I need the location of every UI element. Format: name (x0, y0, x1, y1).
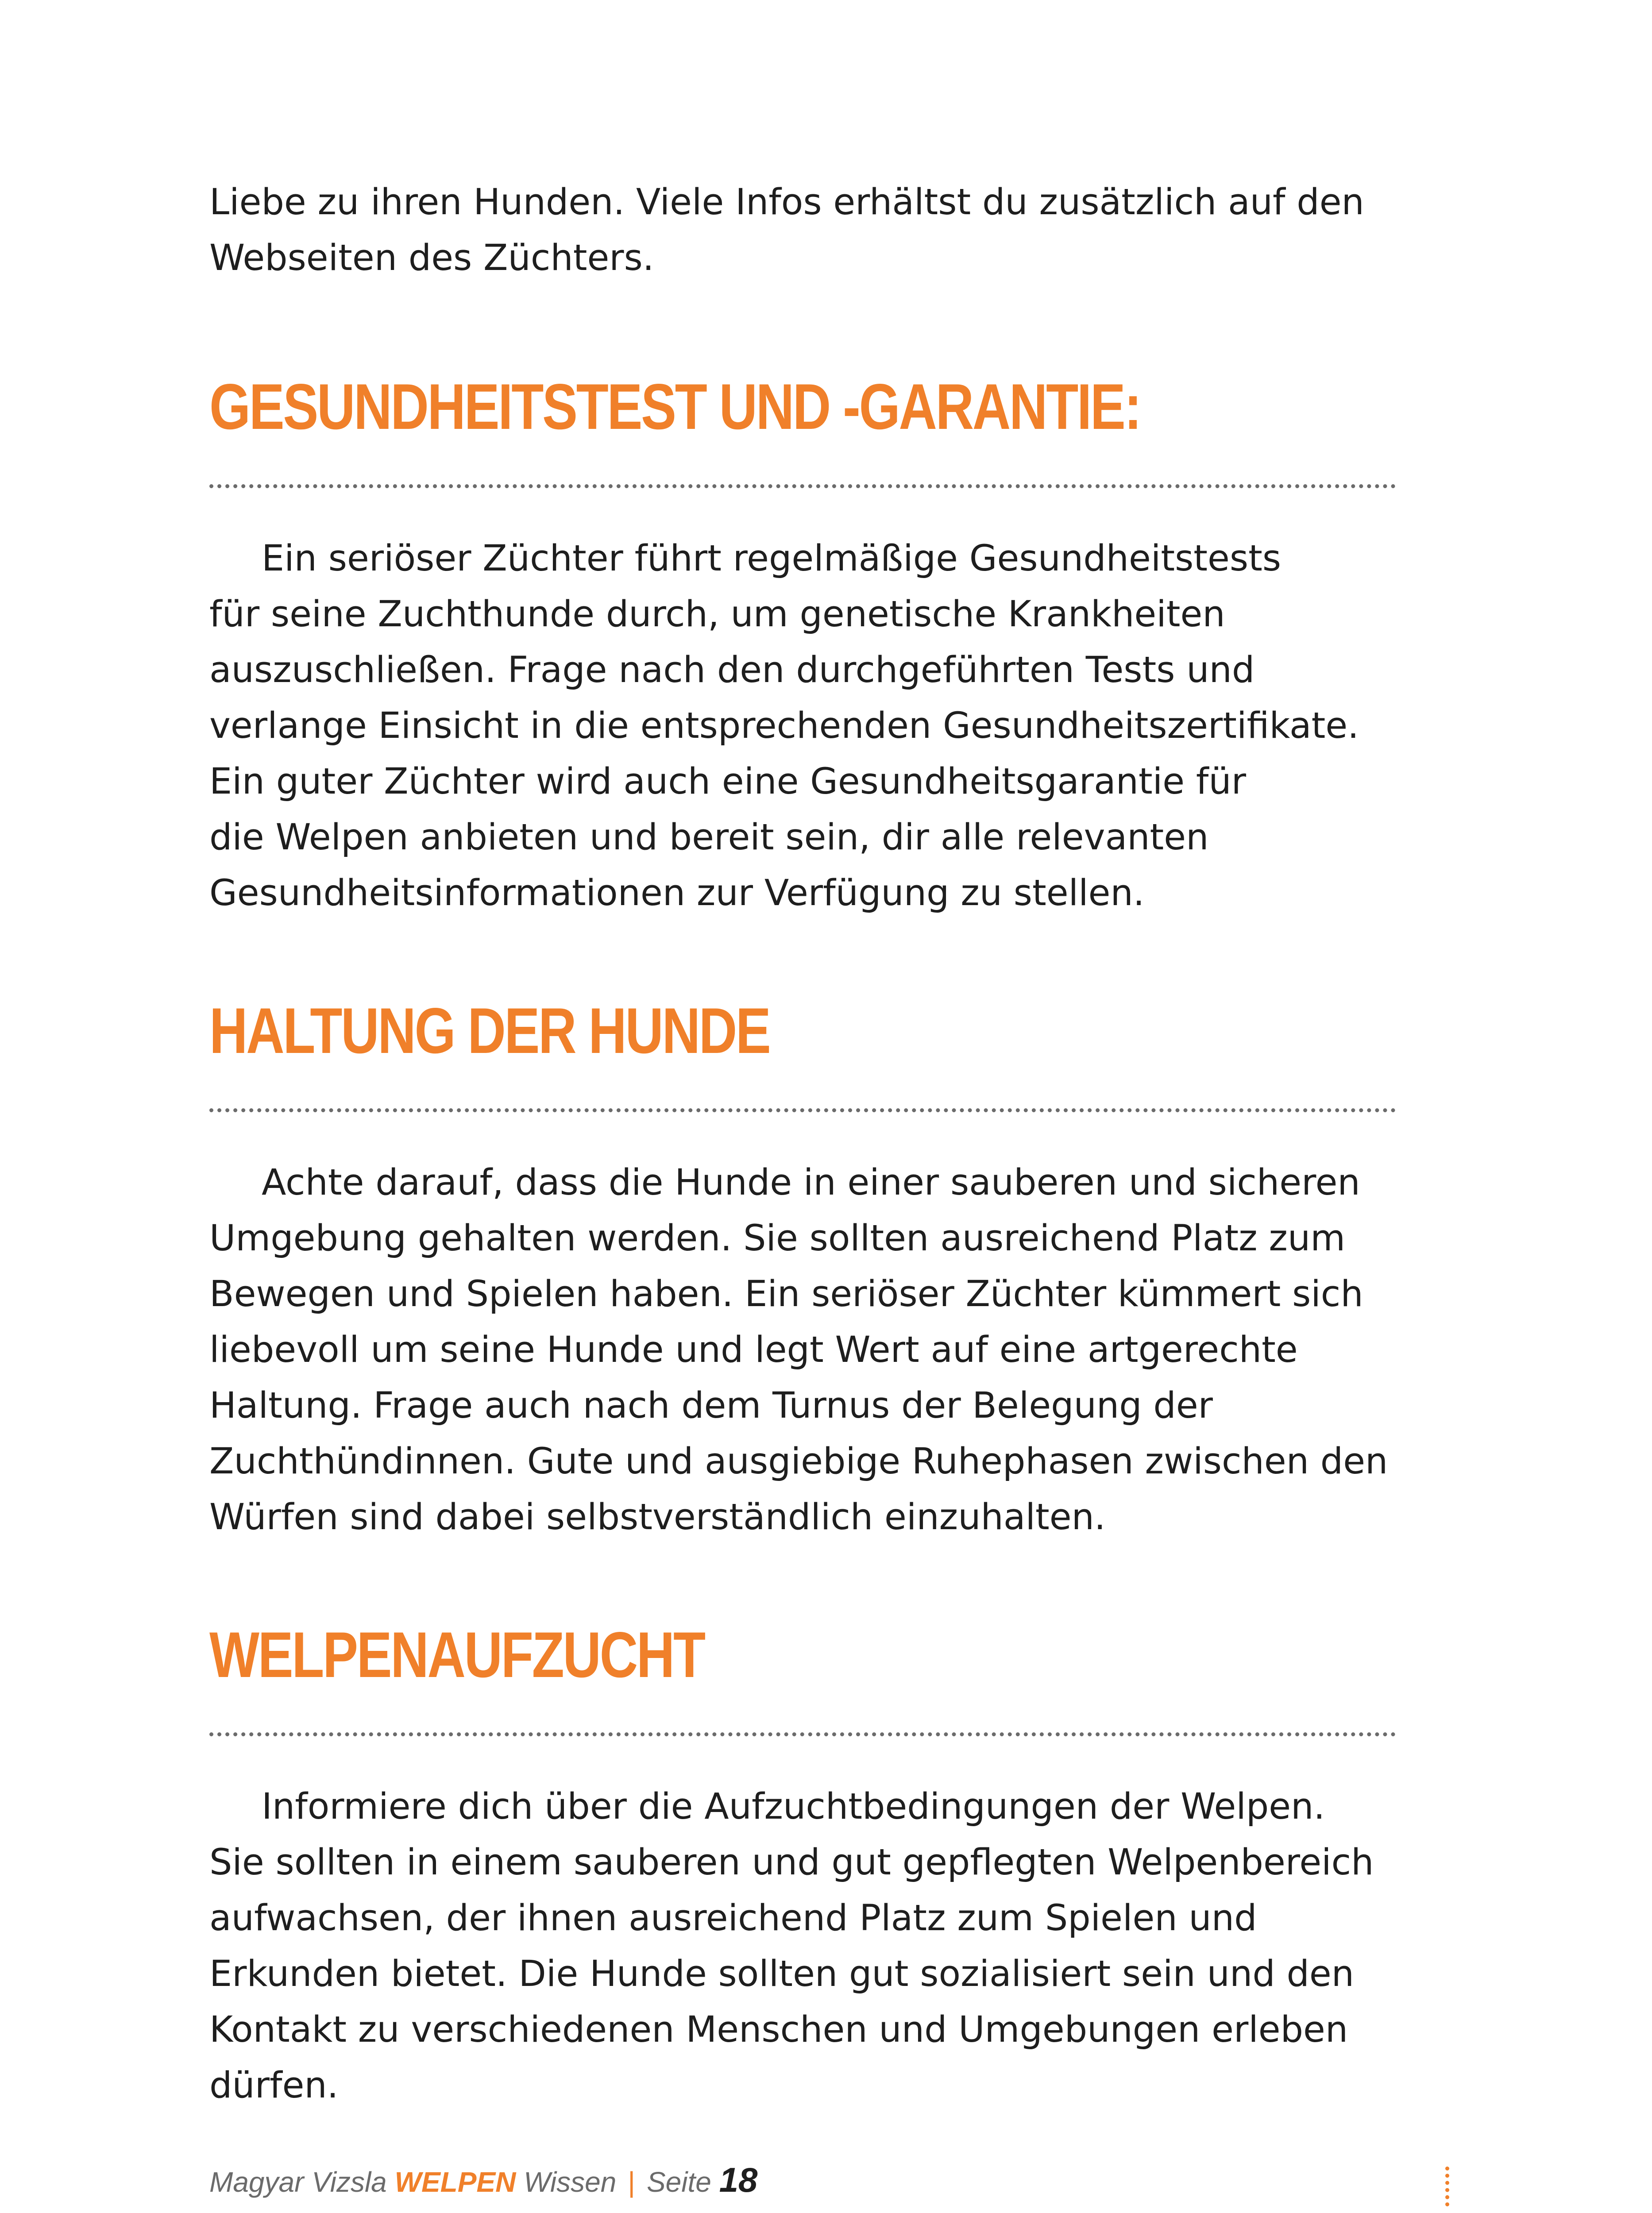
footer-page-label: Seite (646, 2166, 719, 2198)
section-body (209, 531, 1396, 921)
page-footer (209, 2160, 757, 2200)
section-body (209, 1155, 1396, 1545)
body-line: Umgebung gehalten werden. Sie sollten ausreichend Platz zum (209, 1218, 1346, 1259)
dotted-divider (209, 1108, 1396, 1112)
edge-dotted-marker (1445, 2167, 1449, 2206)
footer-brand: WELPEN (394, 2166, 516, 2198)
body-line: Ein guter Züchter wird auch eine Gesundheitsgarantie für (209, 761, 1246, 802)
body-line: liebevoll um seine Hunde und legt Wert auf eine artgerechte (209, 1329, 1298, 1371)
section-heading: GESUNDHEITSTEST UND -GARANTIE: (209, 370, 1141, 443)
body-line: Würfen sind dabei selbstverständlich einzuhalten. (209, 1496, 1106, 1538)
body-line: dürfen. (209, 2065, 339, 2106)
section-heading: WELPENAUFZUCHT (209, 1619, 704, 1691)
intro-line-2: Webseiten des Züchters. (209, 237, 654, 279)
body-line: Sie sollten in einem sauberen und gut gepflegten Welpenbereich (209, 1842, 1374, 1883)
intro-paragraph (209, 174, 1396, 286)
body-line: Ein seriöser Züchter führt regelmäßige Gesundheitstests (262, 538, 1281, 579)
dotted-divider (209, 484, 1396, 488)
body-line: Kontakt zu verschiedenen Menschen und Umgebungen erleben (209, 2009, 1348, 2051)
body-line: für seine Zuchthunde durch, um genetische Krankheiten (209, 594, 1225, 635)
body-line: die Welpen anbieten und bereit sein, dir alle relevanten (209, 817, 1209, 858)
body-line: Informiere dich über die Aufzuchtbedingungen der Welpen. (262, 1786, 1325, 1827)
section-heading: HALTUNG DER HUNDE (209, 995, 770, 1067)
body-line: Gesundheitsinformationen zur Verfügung zu stellen. (209, 872, 1145, 914)
section-welpenaufzucht (209, 1619, 1396, 2113)
body-line: Achte darauf, dass die Hunde in einer sauberen und sicheren (262, 1162, 1360, 1203)
body-line: verlange Einsicht in die entsprechenden Gesundheitszertifikate. (209, 705, 1359, 747)
dotted-divider (209, 1732, 1396, 1736)
footer-title-suffix: Wissen (516, 2166, 617, 2198)
body-line: Zuchthündinnen. Gute und ausgiebige Ruhephasen zwischen den (209, 1441, 1388, 1482)
footer-title-prefix: Magyar Vizsla (209, 2166, 395, 2198)
intro-line-1: Liebe zu ihren Hunden. Viele Infos erhältst du zusätzlich auf den (209, 181, 1364, 223)
body-line: Bewegen und Spielen haben. Ein seriöser Züchter kümmert sich (209, 1273, 1363, 1315)
body-line: Erkunden bietet. Die Hunde sollten gut sozialisiert sein und den (209, 1953, 1355, 1995)
body-line: Haltung. Frage auch nach dem Turnus der Belegung der (209, 1385, 1213, 1426)
section-body (209, 1779, 1396, 2113)
page-number: 18 (719, 2160, 758, 2199)
section-gesundheitstest (209, 371, 1396, 921)
section-haltung (209, 995, 1396, 1545)
footer-separator: | (628, 2166, 635, 2198)
body-line: auszuschließen. Frage nach den durchgeführten Tests und (209, 649, 1255, 691)
body-line: aufwachsen, der ihnen ausreichend Platz zum Spielen und (209, 1897, 1257, 1939)
